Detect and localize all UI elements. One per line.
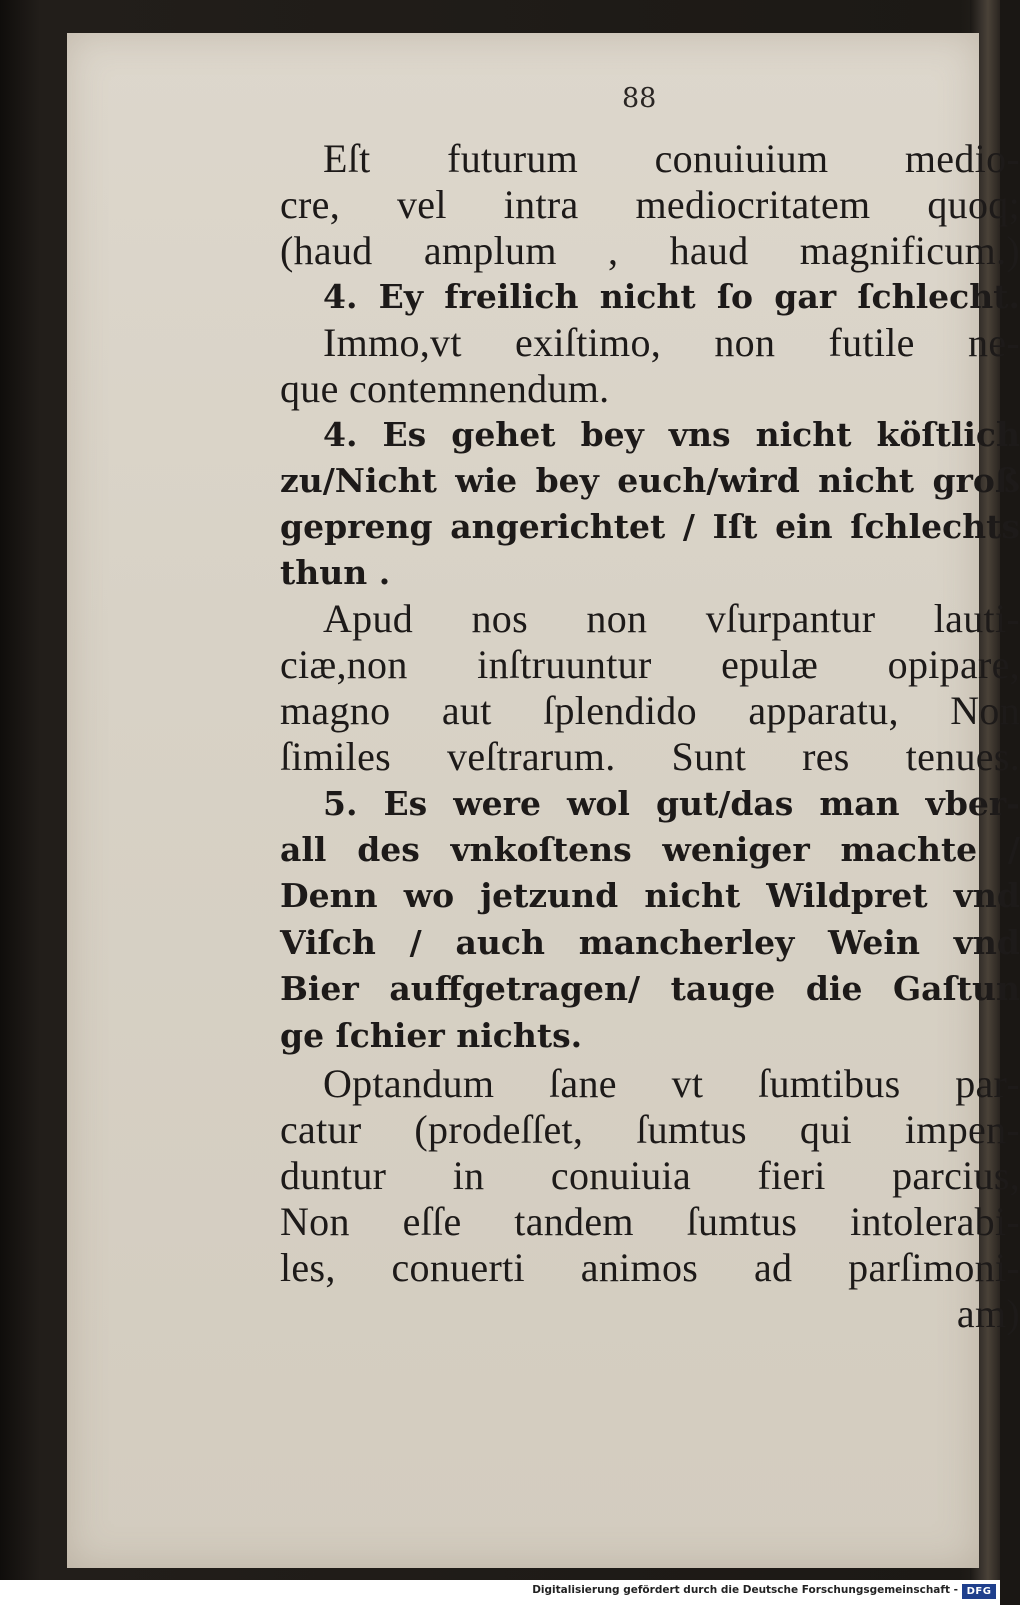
footer-credit: Digitalisierung gefördert durch die Deutsche Forschungsgemeinschaft -: [532, 1584, 958, 1596]
catchword: am): [956, 1291, 1020, 1336]
text-line: 4. Ey freilich nicht ſo gar ſchlecht.: [323, 277, 1020, 316]
text-line: duntur in conuiuia fieri parcius,: [280, 1153, 1020, 1198]
text-line: 4. Es gehet bey vns nicht köſtlich: [323, 415, 1020, 454]
text-line: ſimiles veſtrarum. Sunt res tenues.: [280, 734, 1020, 779]
footer-bar: [0, 1580, 1000, 1605]
text-line: cre, vel intra mediocritatem quoq;: [280, 182, 1020, 227]
text-line: (haud amplum , haud magnificum.): [280, 228, 1020, 273]
text-line: thun .: [280, 553, 391, 592]
text-line: gepreng angerichtet / Iſt ein ſchlechts: [280, 507, 1020, 546]
text-line: catur (prodeſſet, ſumtus qui impen-: [280, 1107, 1020, 1152]
text-line: que contemnendum.: [280, 366, 610, 411]
text-line: Immo,vt exiſtimo, non futile ne-: [323, 320, 1020, 365]
text-line: Bier auffgetragen/ tauge die Gaſtun: [280, 969, 1020, 1008]
text-line: Apud nos non vſurpantur lauti-: [323, 596, 1020, 641]
text-line: Viſch / auch mancherley Wein vnd: [280, 923, 1020, 962]
book-page: [67, 33, 1020, 1568]
dfg-logo: DFG: [962, 1584, 996, 1599]
text-line: magno aut ſplendido apparatu, Non: [280, 688, 1020, 733]
text-line: 5. Es were wol gut/das man vber-: [323, 784, 1020, 823]
page-number: 88: [622, 83, 657, 114]
text-line: Denn wo jetzund nicht Wildpret vnd: [280, 876, 1020, 915]
text-line: Non eſſe tandem ſumtus intolerabi-: [280, 1199, 1020, 1244]
text-line: ciæ,non inſtruuntur epulæ opipare,: [280, 642, 1020, 687]
text-line: les, conuerti animos ad parſimoni-: [280, 1245, 1020, 1290]
text-line: ge ſchier nichts.: [280, 1016, 583, 1055]
text-line: zu/Nicht wie bey euch/wird nicht groß: [280, 461, 1020, 500]
text-line: all des vnkoſtens weniger machte /: [280, 830, 1020, 869]
text-line: Eſt futurum conuiuium medio-: [323, 136, 1020, 181]
text-line: Optandum ſane vt ſumtibus par-: [323, 1061, 1020, 1106]
